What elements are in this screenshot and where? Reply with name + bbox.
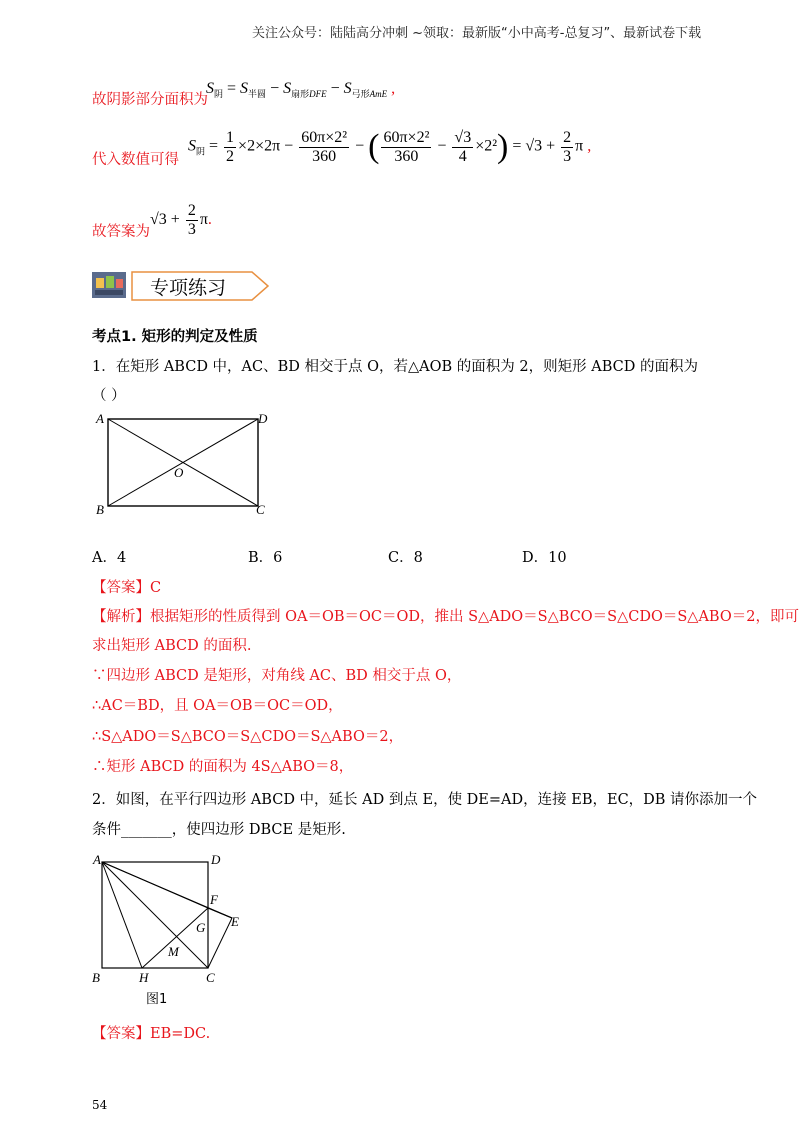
q1-stem-line2: （ ） (92, 388, 126, 404)
page-number: 54 (92, 1098, 108, 1112)
solution-formula-2: $S_阴$ = $\frac{1}{2}$ ×2×2π − $\frac{\text{60π×2²}}{360}$ − ( $\frac{\text{60π×2²}}{360}$ − $\frac{√3}{4}$ ×2²) = √3 + $\frac{2}{3}$ π , (188, 128, 592, 165)
q1-option-d: D．10 (522, 550, 567, 566)
q1-label-b: B (96, 502, 104, 517)
q1-option-b: B．6 (248, 550, 283, 566)
page-header: 关注公众号：陆陆高分冲刺 ~领取：最新版“小中高考-总复习”、最新试卷下载 (252, 26, 702, 41)
line-ah (102, 862, 142, 968)
q2-label-h: H (139, 970, 149, 985)
q2-stem-line1: 2．如图，在平行四边形 ABCD 中，延长 AD 到点 E，使 DE=AD，连接 EB，EC，DB 请你添加一个 (92, 792, 758, 808)
q1-option-a: A．4 (92, 550, 127, 566)
q1-analysis-line1: 【解析】根据矩形的性质得到 OA＝OB＝OC＝OD，推出 S△ADO＝S△BCO＝S△CDO＝S△ABO＝2，即可 (92, 609, 799, 625)
q1-figure (90, 405, 280, 520)
q1-label-a: A (96, 411, 104, 426)
q2-label-f: F (210, 892, 218, 907)
q2-figure (90, 850, 250, 1000)
q2-label-c: C (206, 970, 215, 985)
q2-figure-caption: 图1 (146, 992, 168, 1007)
q2-label-g: G (196, 920, 206, 935)
q2-label-e: E (231, 914, 239, 929)
q2-stem-line2: 条件_______，使四边形 DBCE 是矩形. (92, 822, 346, 838)
q1-label-o: O (174, 465, 184, 480)
line-ac (102, 862, 208, 968)
q1-step2: ∴AC＝BD，且 OA＝OB＝OC＝OD， (92, 698, 343, 714)
q1-option-c: C．8 (388, 550, 423, 566)
solution-line3-label: 故答案为 (92, 224, 150, 240)
q1-stem-line1: 1．在矩形 ABCD 中，AC、BD 相交于点 O，若△AOB 的面积为 2，则矩形 ABCD 的面积为 (92, 359, 698, 375)
line-ec (208, 918, 232, 968)
section-title: 专项练习 (150, 277, 227, 299)
solution-answer-formula: √3 + $\frac{2}{3}$ π. (150, 202, 212, 238)
q2-label-d: D (211, 852, 221, 867)
q1-analysis-line2: 求出矩形 ABCD 的面积. (92, 638, 252, 654)
q1-label-d: D (258, 411, 268, 426)
solution-line2-label: 代入数值可得 (92, 152, 179, 168)
q2-answer: 【答案】EB=DC. (92, 1026, 211, 1042)
q2-label-b: B (92, 970, 100, 985)
q2-label-a: A (93, 852, 101, 867)
solution-line1-label: 故阴影部分面积为 (92, 92, 208, 108)
q1-answer: 【答案】C (92, 580, 162, 596)
q1-step4: ∴矩形 ABCD 的面积为 4S△ABO＝8， (92, 759, 354, 775)
q1-step3: ∴S△ADO＝S△BCO＝S△CDO＝S△ABO＝2， (92, 729, 404, 745)
q2-label-m: M (168, 944, 179, 959)
section-banner (92, 270, 272, 302)
topic-title: 考点1. 矩形的判定及性质 (92, 329, 258, 345)
q1-label-c: C (256, 502, 265, 517)
solution-formula-1: $S_阴 = S_{半圆} - S_{扇形DFE} - S_{弓形AmE}$ , (206, 80, 396, 99)
q1-step1: ∵四边形 ABCD 是矩形，对角线 AC、BD 相交于点 O， (92, 668, 462, 684)
